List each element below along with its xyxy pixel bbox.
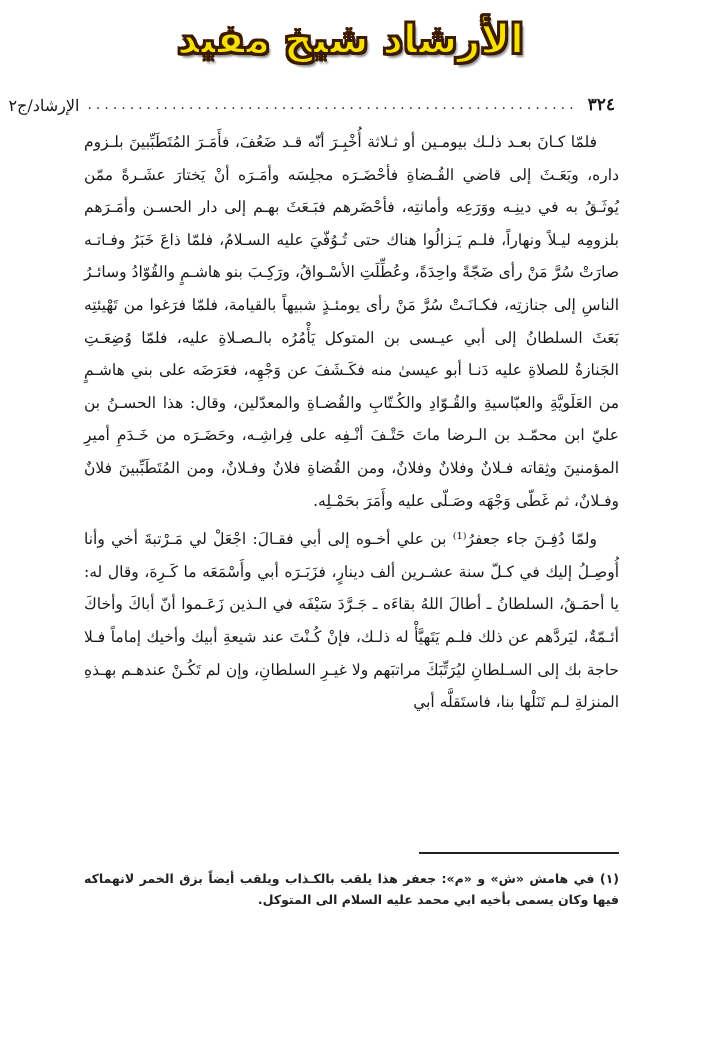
paragraph-1: فلمّا كـانَ بعـد ذلـك بيومـين أو ثـلاثة أُخْبِـرَ أنّه قـد ضَعُفَ، فأَمَـرَ المُتَطَبِّبينَ بلـزوم داره، وبَعَـثَ إلى قاضي القُـضاةِ فأحْضَـرَه مجلِسَه وأمَـرَه أنْ يَختارَ عشَـرةً ممّن يُوثَـقُ به في دينِـه ووَرَعِه وأمانتِه، فأحْضَرهم فبَـعَثَ بهـم إلى دار الحسـن وأمَـرَهم بلزومِه ليـلاً ونهاراً، فلـم يَـزالُوا هناك حتى تُـوُفّيَ عليه السـلامُ، فلمّا ذاعَ خَبَرُ وفـاتـه صارَتْ سُرَّ مَنْ رأى ضَجّةً واحِدَةً، وعُطِّلَتِ الأسْـواقُ، ورَكِـبَ بنو هاشـمٍ والقُوّادُ وسائـرُ الناسِ إلى جنازتِه، فكـانَـتْ سُرَّ مَنْ رأى يومئـذٍ شبيهاً بالقيامة، فلمّا فرَغوا من تَهْيئتِه بَعَثَ السلطانُ إلى أبي عيـسى بن المتوكل يَأْمُرُه بالـصـلاةِ عليه، فلمّا وُضِعَـتِ الجَنازةُ للصلاةِ عليه دَنـا أبو عيسىٰ منه فكَـشَفَ عن وَجْهِه، فعَرَضَه على بني هاشـمٍ من العَلَويَّةِ والعبّاسيةِ والقُـوّادِ والكُـتّابِ والقُضـاةِ والمعدّلين، وقال: هذا الحسـنُ بن عليّ ابن محمّـد بن الـرضا ماتَ حَتْـفَ أنْـفِه على فِراشِـه، وحَضَـرَه من خَـدَمِ أميرِ المؤمنينَ وثِقاته فـلانٌ وفلانٌ وفلانٌ، ومن القُضاةِ فلانٌ وفـلانٌ، ومن المُتَطَبِّبينَ فلانٌ وفـلانٌ، ثم غَطّى وَجْهَه وصَـلّى عليه وأَمَرَ بحَمْـلِه. [84,133,619,510]
footnote-divider [419,852,619,854]
banner-title: الأرشاد شيخ مفيد [177,17,524,63]
leader-dots: .......................................................... [87,97,578,113]
running-title: الإرشاد/ج٢ [8,95,80,115]
page-number: ٣٢٤ [587,95,615,115]
running-header [8,92,615,118]
paragraph-2: ولمّا دُفِـنَ جاء جعفرُ⁽¹⁾ بن علي أخـوه إلى أبي فقـالَ: اجْعَلْ لي مَـرْتبةَ أخي وأنا أُوصِـلُ إليك في كـلّ سنة عشـرين ألف دينارٍ، فزَبَـرَه أبي وأَسْمَعَه ما كَـرِهَ، وقال له: يا أحمَـقُ، السلطانُ ـ أطالَ اللهُ بقاءَه ـ جَـرَّدَ سَيْفَه في الـذين زَعَـموا أنّ أباكَ وأخاكَ أئـمّةٌ، ليَردَّهم عن ذلك فلـم يَتَهيَّأْ له ذلـك، فإنْ كُـنْتَ عند شيعةِ أبيك وأخيك إماماً فـلا حاجة بك إلى السـلطانِ ليُرَتِّبَكَ مراتبَهم ولا غيـرِ السلطانِ، وإن لم تَكُـنْ عندهـم بهـذهِ المنزلةِ لـم تَنَلْها بنا، فاستَقلَّه أبي [84,530,619,712]
title-banner [0,14,701,66]
body-text [84,126,619,719]
footnote: (١) في هامش «ش» و «م»: جعفر هذا يلقب بالكـذاب ويلقب أيضاً بزق الخمر لانهماكه فيها وكان يسمى بأخيه ابي محمد عليه السلام الى المتوكل. [84,871,619,907]
